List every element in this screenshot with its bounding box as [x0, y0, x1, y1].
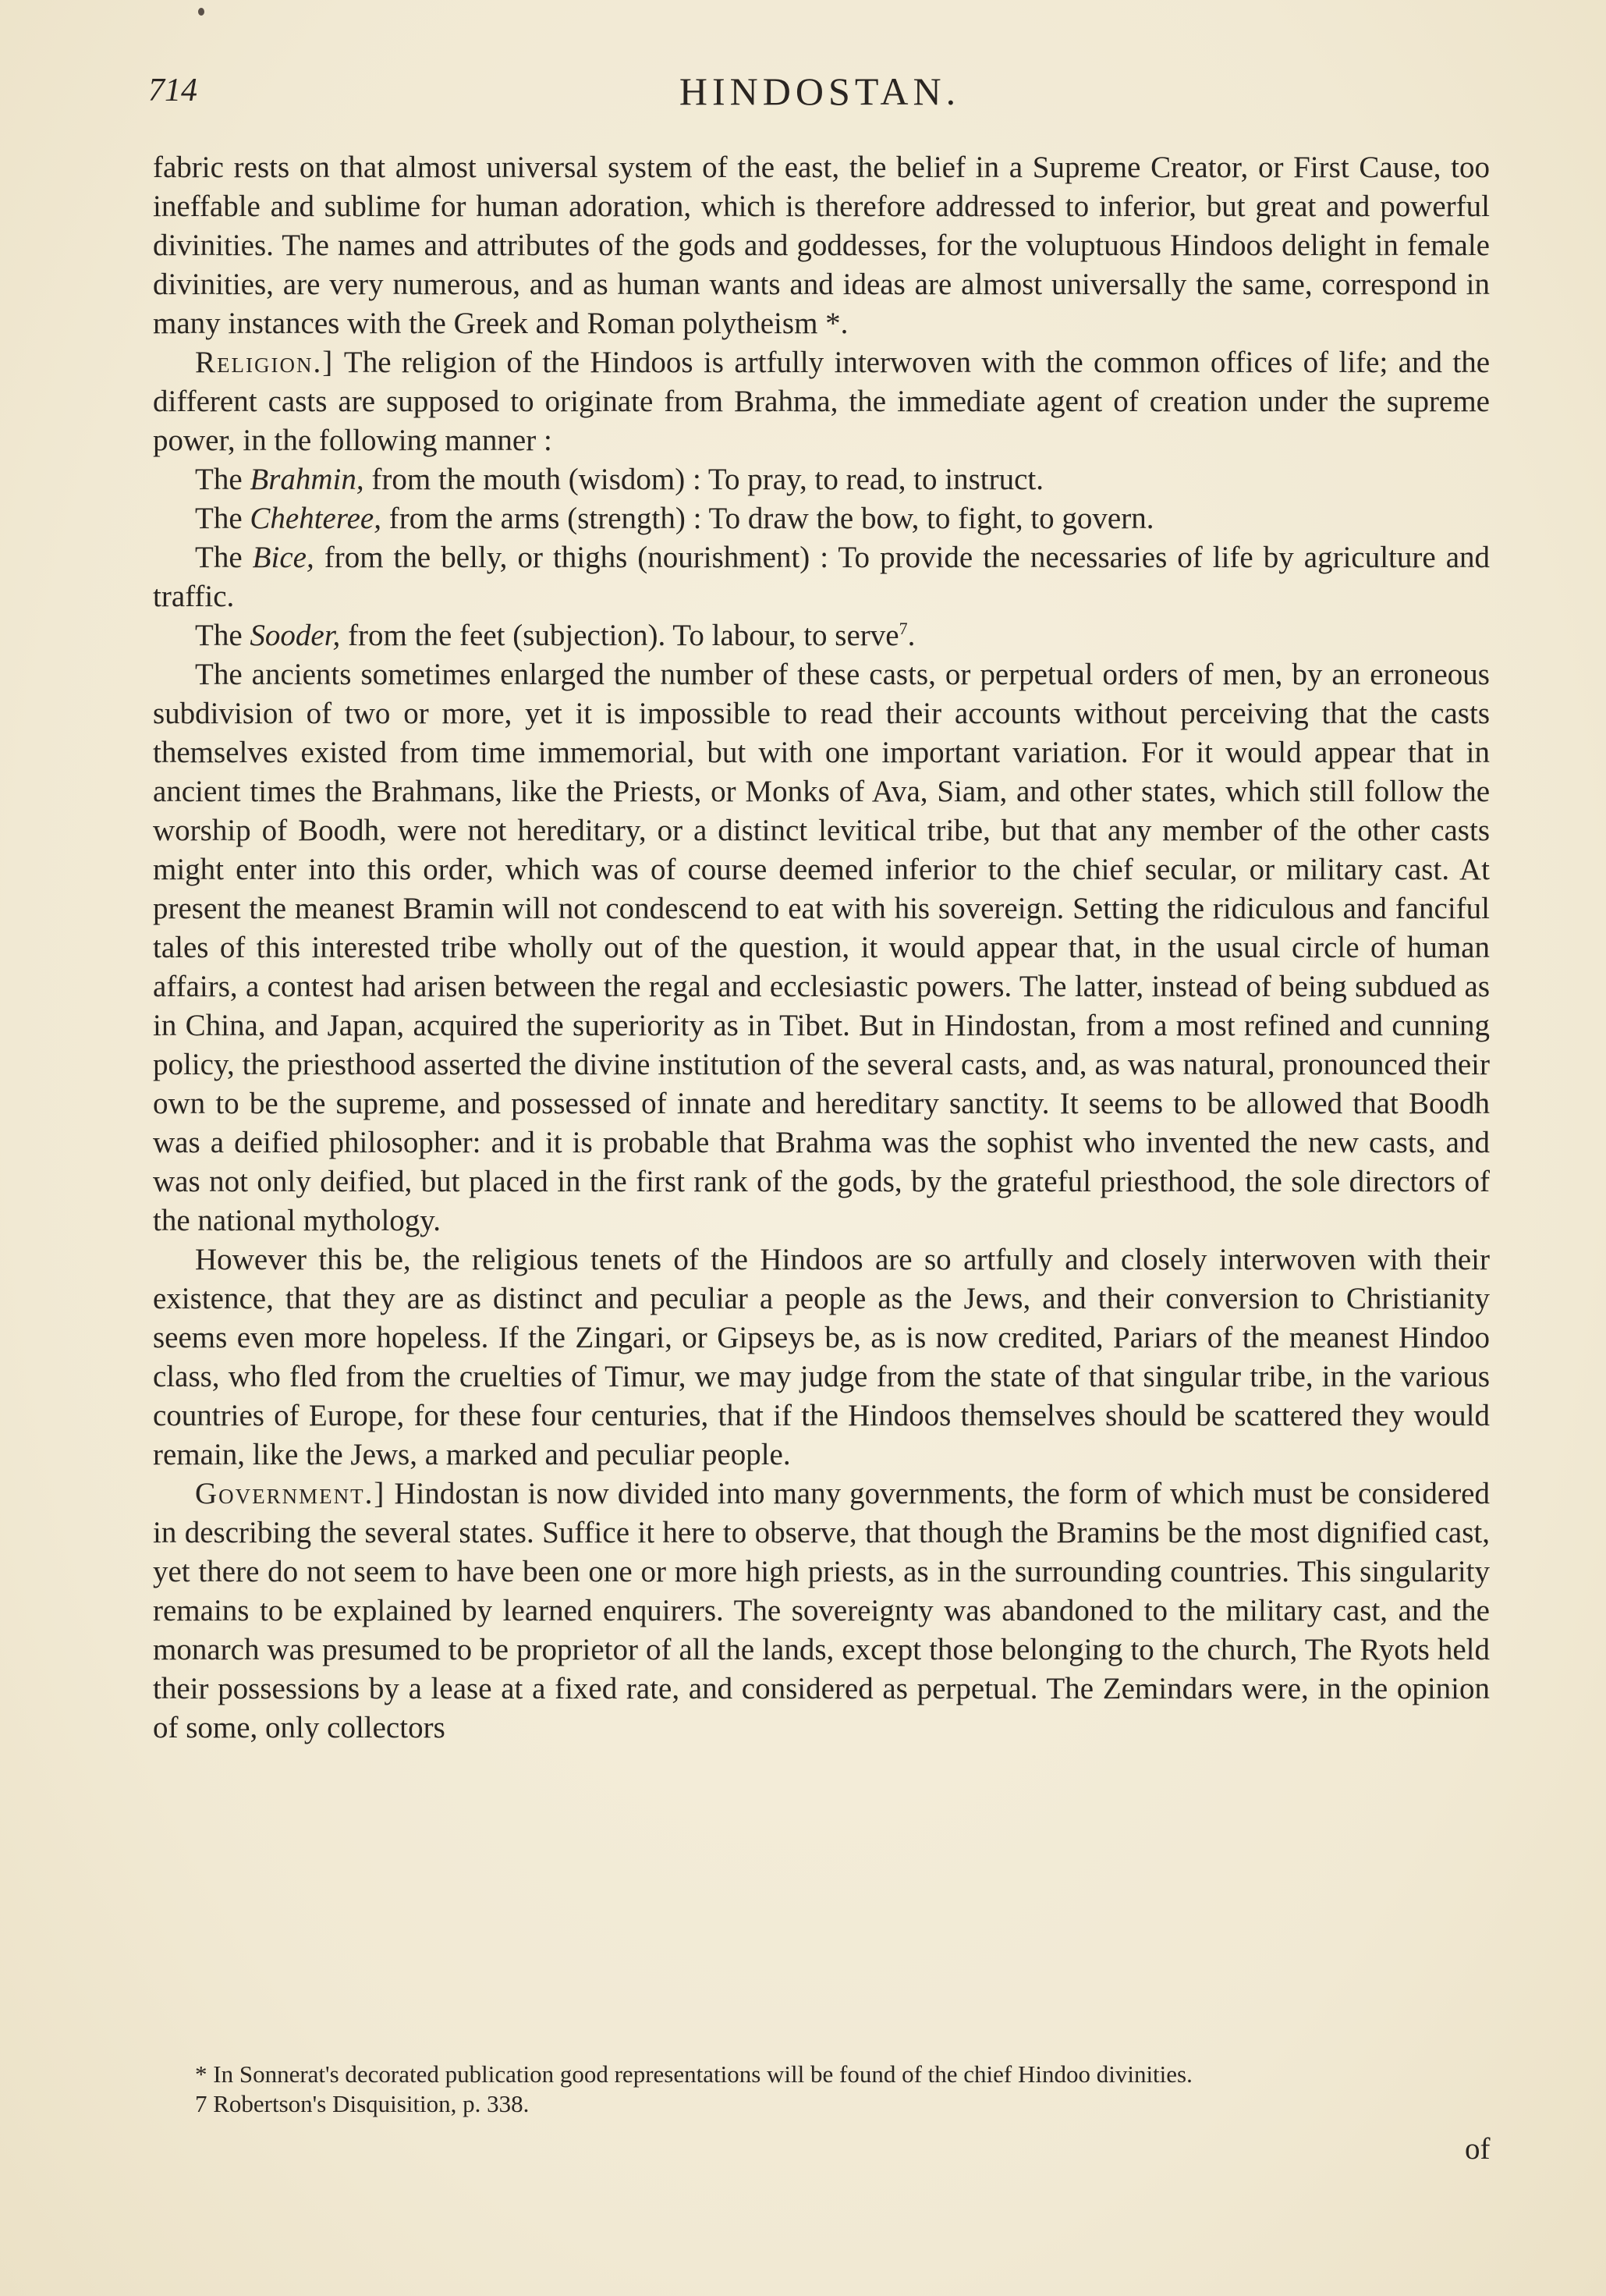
caste-item-bice: The Bice, from the belly, or thighs (nourishment) : To provide the necessaries of life by agriculture and traffic.: [153, 541, 1491, 613]
caste-name: Brahmin,: [250, 463, 364, 496]
catchword: of: [1465, 2132, 1491, 2166]
ink-speck: [198, 8, 204, 16]
paragraph-government: [153, 1474, 1490, 1748]
caste-item-chehteree: The Chehteree, from the arms (strength) : To draw the bow, to fight, to govern.: [195, 502, 1154, 535]
caste-list: [153, 460, 1490, 655]
page-number: 714: [148, 73, 197, 108]
caste-item-sooder: The Sooder, from the feet (subjection). To labour, to serve$^7$.: [195, 619, 916, 652]
caste-item-brahmin: The Brahmin, from the mouth (wisdom) : To pray, to read, to instruct.: [195, 463, 1044, 496]
footnote-ref: 7: [899, 619, 908, 638]
footnotes: [195, 2060, 1490, 2119]
footnote-robertson: 7 Robertson's Disquisition, p. 338.: [195, 2090, 530, 2117]
caste-name: Sooder,: [250, 619, 341, 652]
running-head: HINDOSTAN.: [679, 69, 961, 113]
section-heading-government: Government.]: [195, 1477, 386, 1510]
government-text: Hindostan is now divided into many governments, the form of which must be considered in describing the several states. Suffice it here to observe, that though the Bramins be the most dignified cast, yet there do not seem to have been one or more high priests, as in the surrounding countries. This singularity remains to be explained by learned enquirers. The sovereignty was abandoned to the military cast, and the monarch was presumed to be proprietor of all the lands, except those belonging to the church, The Ryots held their possessions by a lease at a fixed rate, and considered as perpetual. The Zemindars were, in the opinion of some, only collectors: [153, 1477, 1490, 1744]
caste-name: Chehteree,: [250, 502, 381, 535]
section-heading-religion: Religion.]: [195, 346, 335, 379]
paragraph-ancients: The ancients sometimes enlarged the number of these casts, or perpetual orders of men, by an erroneous subdivision of two or more, yet it is impossible to read their accounts without perceiving that the casts themselves existed from time immemorial, but with one important variation. For it would appear that in ancient times the Brahmans, like the Priests, or Monks of Ava, Siam, and other states, which still follow the worship of Boodh, were not hereditary, or a distinct levitical tribe, but that any member of the other casts might enter into this order, which was of course deemed inferior to the chief secular, or military cast. At present the meanest Bramin will not condescend to eat with his sovereign. Setting the ridiculous and fanciful tales of this interested tribe wholly out of the question, it would appear that, in the usual circle of human affairs, a contest had arisen between the regal and ecclesiastic powers. The latter, instead of being subdued as in China, and Japan, acquired the superiority as in Tibet. But in Hindostan, from a most refined and cunning policy, the priesthood asserted the divine institution of the several casts, and, as was natural, pronounced their own to be the supreme, and possessed of innate and hereditary sanctity. It seems to be allowed that Boodh was a deified philosopher: and it is probable that Brahma was the sophist who invented the new casts, and was not only deified, but placed in the first rank of the gods, by the grateful priesthood, the sole directors of the national mythology.: [153, 658, 1490, 1237]
paragraph-creator: fabric rests on that almost universal system of the east, the belief in a Supreme Creator, or First Cause, too ineffable and sublime for human adoration, which is therefore addressed to inferior, but great and powerful divinities. The names and attributes of the gods and goddesses, for the voluptuous Hindoos delight in female divinities, are very numerous, and as human wants and ideas are almost universally the same, correspond in many instances with the Greek and Roman polytheism *.: [153, 151, 1490, 340]
paragraph-however: However this be, the religious tenets of the Hindoos are so artfully and closely interwoven with their existence, that they are as distinct and peculiar a people as the Jews, and their conversion to Christianity seems even more hopeless. If the Zingari, or Gipseys be, as is now credited, Pariars of the meanest Hindoo class, who fled from the cruelties of Timur, we may judge from the state of that singular tribe, in the various countries of Europe, for these four centuries, that if the Hindoos themselves should be scattered they would remain, like the Jews, a marked and peculiar people.: [153, 1243, 1490, 1471]
page-header: [148, 69, 1491, 123]
footnote-sonnerat: * In Sonnerat's decorated publication good representations will be found of the chief Hindoo divinities.: [195, 2060, 1193, 2088]
paragraph-religion: [153, 343, 1490, 460]
religion-text: The religion of the Hindoos is artfully interwoven with the common offices of life; and the different casts are supposed to originate from Brahma, the immediate agent of creation under the supreme power, in the following manner :: [153, 346, 1491, 457]
caste-name: Bice,: [252, 541, 314, 574]
body-text: [153, 148, 1490, 1748]
